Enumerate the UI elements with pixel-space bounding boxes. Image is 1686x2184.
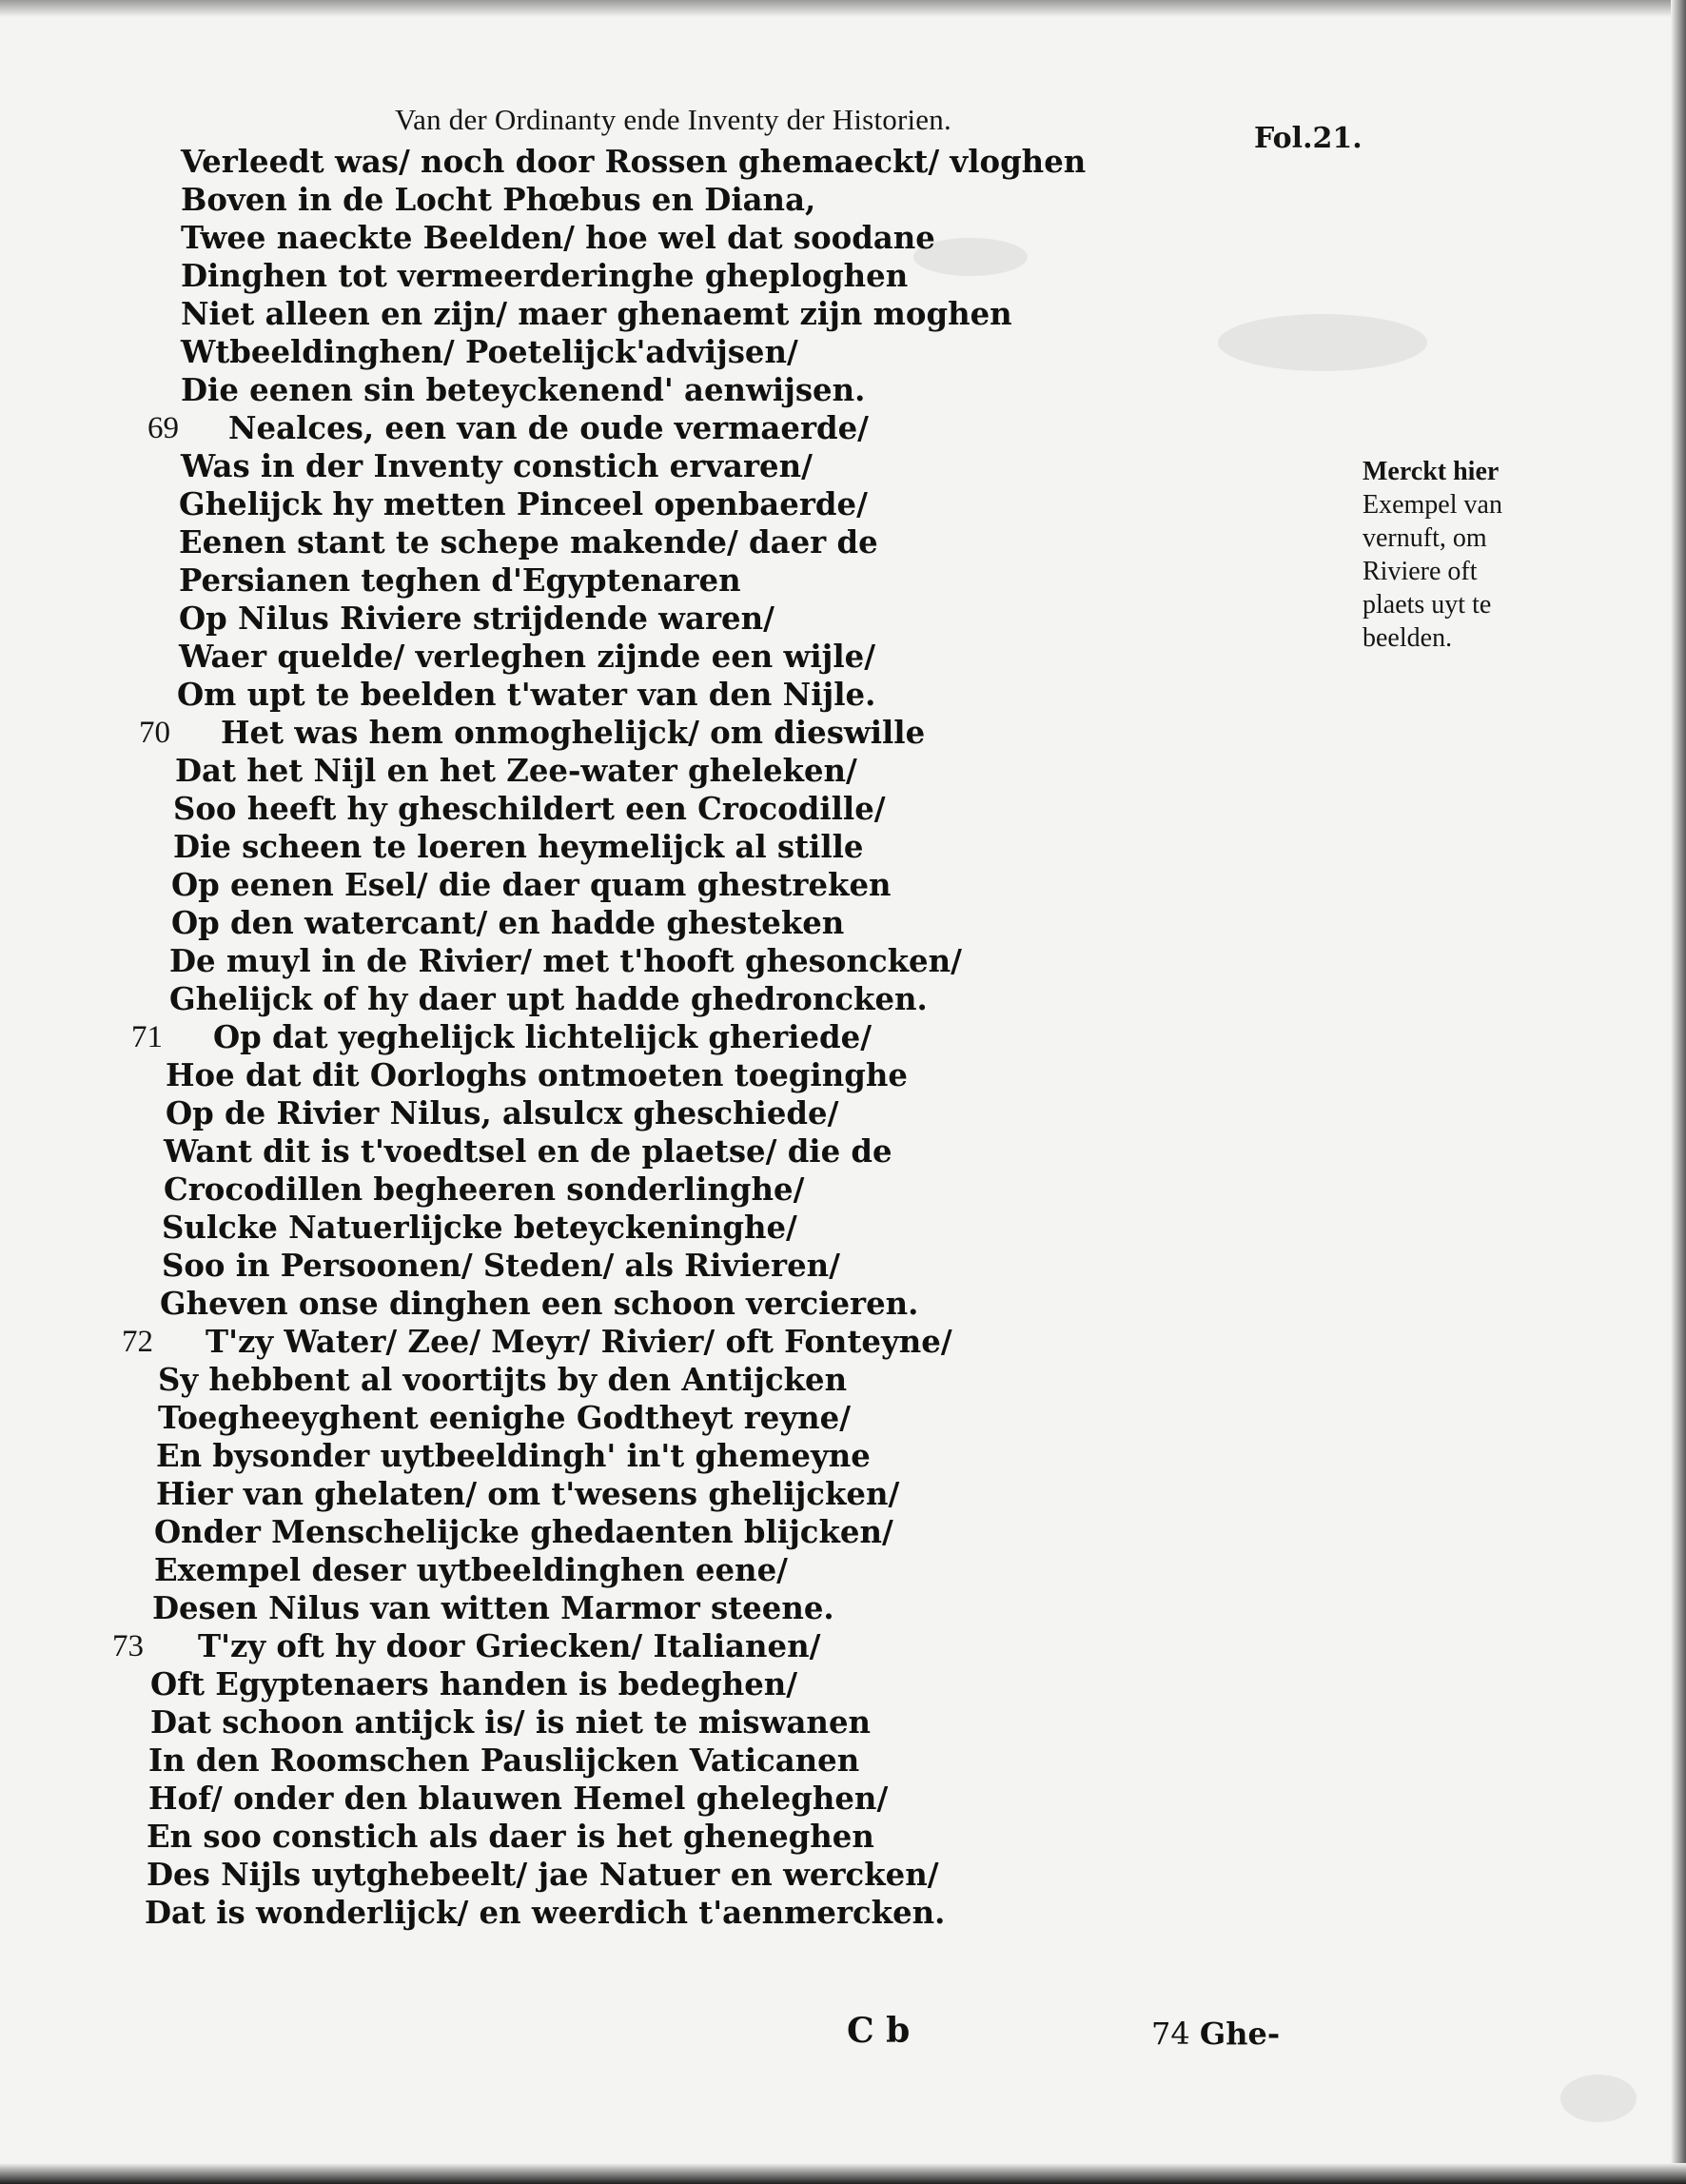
verse-line: T'zy oft hy door Griecken/ Italianen/ [198, 1627, 821, 1664]
marginal-note-line: plaets uyt te [1363, 590, 1492, 620]
marginal-note-line: beelden. [1363, 623, 1453, 653]
verse-line: Op eenen Esel/ die daer quam ghestreken [171, 866, 892, 903]
stanza-number-70: 70 [139, 716, 170, 750]
marginal-note [1363, 455, 1610, 655]
paper-smudge [1560, 2075, 1637, 2122]
verse-line: Niet alleen en zijn/ maer ghenaemt zijn moghen [181, 295, 1012, 332]
signature-mark: C b [847, 2011, 911, 2051]
verse-line: Op Nilus Riviere strijdende waren/ [179, 600, 774, 637]
folio-number: Fol.21. [1254, 122, 1363, 155]
verse-line: Het was hem onmoghelijck/ om dieswille [221, 714, 926, 751]
verse-line: Hof/ onder den blauwen Hemel gheleghen/ [148, 1780, 889, 1817]
marginal-note-line: Merckt hier [1363, 457, 1500, 486]
verse-line: Sy hebbent al voortijts by den Antijcken [158, 1361, 848, 1398]
verse-line: Exempel deser uytbeeldinghen eene/ [154, 1551, 788, 1588]
verse-line: Ghelijck hy metten Pinceel openbaerde/ [179, 485, 868, 522]
marginal-note-line: vernuft, om [1363, 523, 1487, 553]
verse-line: T'zy Water/ Zee/ Meyr/ Rivier/ oft Fonteyne/ [206, 1323, 952, 1360]
verse-line: Dat is wonderlijck/ en weerdich t'aenmercken. [145, 1894, 946, 1931]
verse-line: Des Nijls uytghebeelt/ jae Natuer en wercken/ [147, 1856, 939, 1893]
verse-line: Die scheen te loeren heymelijck al stille [173, 828, 864, 865]
verse-line: Hoe dat dit Oorloghs ontmoeten toeginghe [166, 1056, 908, 1093]
verse-line: Op den watercant/ en hadde ghesteken [171, 904, 845, 941]
catchword-word: Ghe- [1199, 2016, 1281, 2052]
verse-line: Sulcke Natuerlijcke beteyckeninghe/ [162, 1209, 797, 1246]
verse-line: Eenen stant te schepe makende/ daer de [179, 523, 878, 561]
verse-line: Crocodillen begheeren sonderlinghe/ [164, 1171, 805, 1208]
verse-line: Verleedt was/ noch door Rossen ghemaeckt/ vloghen [181, 143, 1087, 180]
verse-line: Op de Rivier Nilus, alsulcx gheschiede/ [166, 1094, 839, 1131]
verse-line: Hier van ghelaten/ om t'wesens ghelijcken/ [156, 1475, 900, 1512]
verse-line: Waer quelde/ verleghen zijnde een wijle/ [179, 638, 876, 675]
catchword-number: 74 [1151, 2016, 1190, 2052]
stanza-number-73: 73 [112, 1629, 144, 1663]
verse-line: En soo constich als daer is het gheneghen [147, 1818, 874, 1855]
verse-line: In den Roomschen Pauslijcken Vaticanen [148, 1741, 860, 1779]
paper-smudge [1218, 314, 1427, 371]
verse-line: Boven in de Locht Phœbus en Diana, [181, 181, 816, 218]
verse-line: Ghelijck of hy daer upt hadde ghedroncken. [169, 980, 928, 1017]
verse-line: Soo in Persoonen/ Steden/ als Rivieren/ [162, 1247, 840, 1284]
verse-line: Onder Menschelijcke ghedaenten blijcken/ [154, 1513, 893, 1550]
verse-line: Persianen teghen d'Egyptenaren [179, 561, 741, 599]
verse-line: De muyl in de Rivier/ met t'hooft ghesoncken/ [169, 942, 962, 979]
verse-line: Was in der Inventy constich ervaren/ [181, 447, 813, 484]
verse-line: Toegheeyghent eenighe Godtheyt reyne/ [158, 1399, 852, 1436]
stanza-number-69: 69 [147, 411, 179, 445]
verse-line: Nealces, een van de oude vermaerde/ [228, 409, 869, 446]
catchword [1151, 2016, 1280, 2052]
verse-line: Om upt te beelden t'water van den Nijle. [177, 676, 876, 713]
verse-line: Desen Nilus van witten Marmor steene. [152, 1589, 834, 1626]
scan-edge-bottom [0, 2163, 1686, 2184]
scan-edge-top [0, 0, 1686, 17]
verse-line: Want dit is t'voedtsel en de plaetse/ die de [164, 1132, 892, 1170]
verse-line: Die eenen sin beteyckenend' aenwijsen. [181, 371, 866, 408]
verse-line: Twee naeckte Beelden/ hoe wel dat soodane [181, 219, 935, 256]
stanza-number-72: 72 [122, 1325, 153, 1359]
marginal-note-line: Riviere oft [1363, 557, 1478, 586]
running-head: Van der Ordinanty ende Inventy der Historien. [395, 103, 951, 136]
verse-line: En bysonder uytbeeldingh' in't ghemeyne [156, 1437, 871, 1474]
verse-line: Gheven onse dinghen een schoon vercieren. [160, 1285, 919, 1322]
scan-edge-right [1671, 0, 1686, 2184]
verse-line: Oft Egyptenaers handen is bedeghen/ [150, 1665, 798, 1702]
verse-line: Dinghen tot vermeerderinghe gheploghen [181, 257, 909, 294]
verse-line: Dat het Nijl en het Zee-water gheleken/ [175, 752, 857, 789]
marginal-note-line: Exempel van [1363, 490, 1502, 520]
verse-line: Wtbeeldinghen/ Poetelijck'advijsen/ [181, 333, 798, 370]
verse-line: Soo heeft hy gheschildert een Crocodille/ [173, 790, 886, 827]
verse-line: Dat schoon antijck is/ is niet te miswanen [150, 1703, 872, 1741]
verse-line: Op dat yeghelijck lichtelijck gheriede/ [213, 1018, 872, 1055]
stanza-number-71: 71 [131, 1020, 163, 1054]
